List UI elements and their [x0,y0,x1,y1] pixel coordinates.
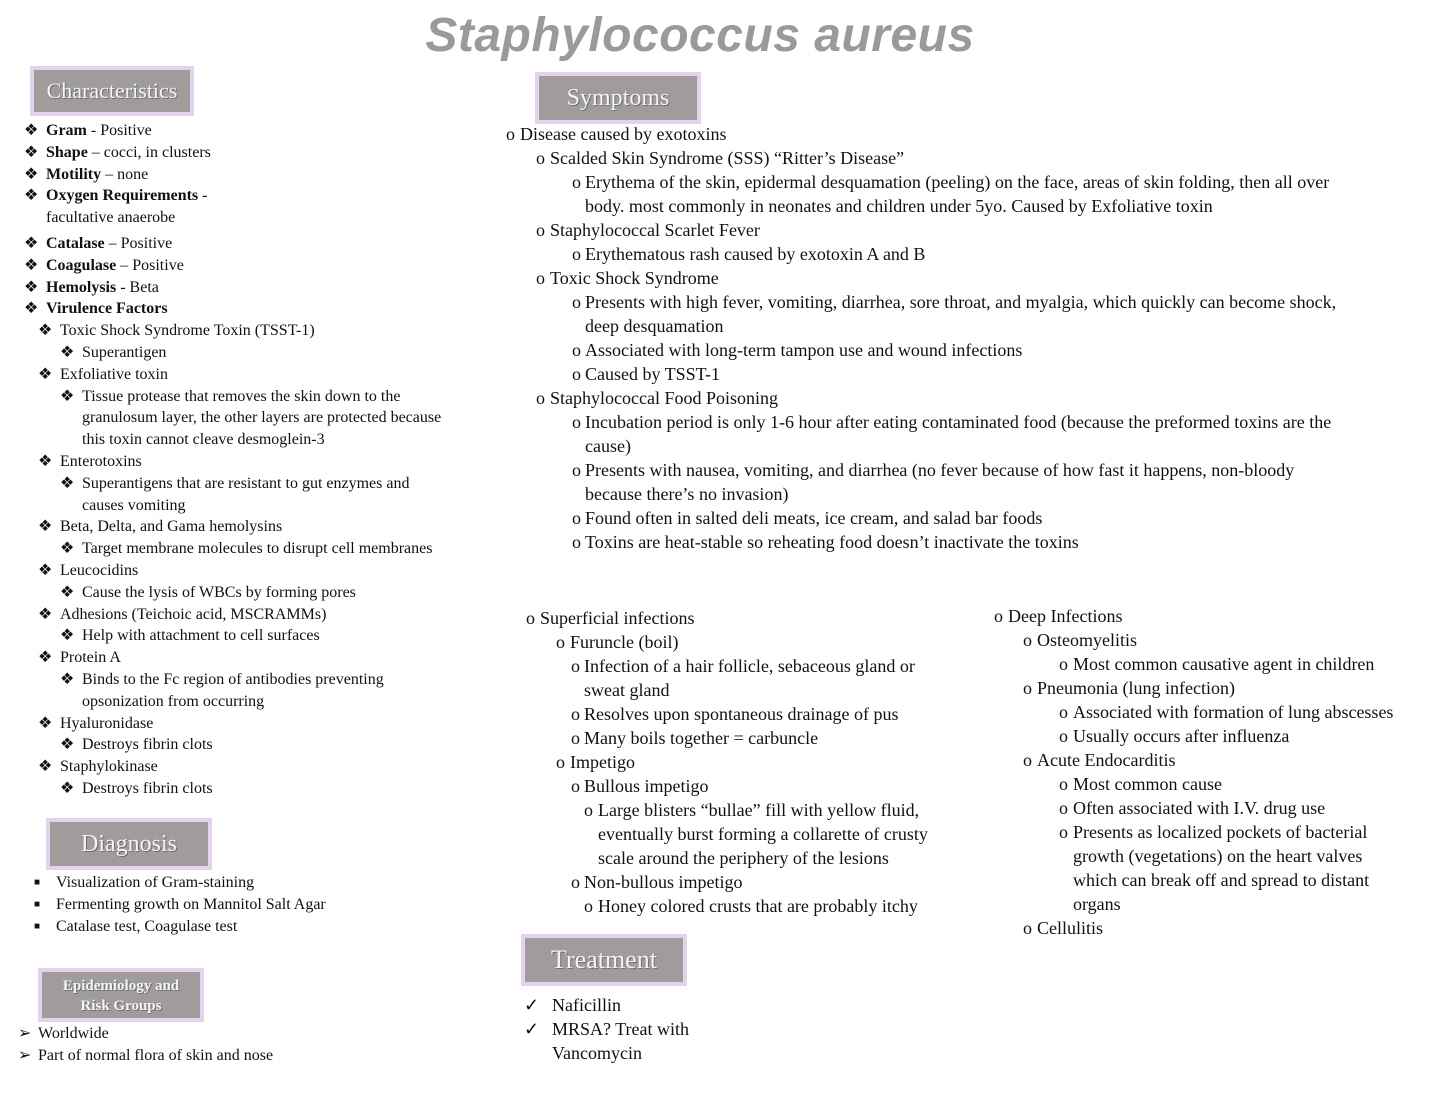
list-item-continuation: scale around the periphery of the lesions [598,848,889,868]
square-bullet-icon: ■ [34,920,41,932]
diamond-bullet-icon: ❖ [38,561,53,579]
list-item: o Scalded Skin Syndrome (SSS) “Ritter’s Disease” [536,148,905,168]
circle-bullet-icon: o [572,532,581,552]
circle-bullet-icon: o [1059,702,1068,722]
diamond-bullet-icon: ❖ [38,758,53,776]
diamond-bullet-icon: ❖ [60,627,75,645]
circle-bullet-icon: o [506,124,515,144]
diamond-bullet-icon: ❖ [38,365,53,383]
circle-bullet-icon: o [536,220,545,240]
diamond-bullet-icon: ❖ [60,474,75,492]
treatment-header [521,934,687,986]
list-item: ❖ Exfoliative toxin [38,364,518,386]
list-item: ❖ Help with attachment to cell surfaces [60,625,540,647]
list-item: ❖ Motility – none [24,164,504,186]
list-item-continuation: this toxin cannot cleave desmoglein-3 [82,431,325,449]
circle-bullet-icon: o [556,752,565,772]
list-item: ✓ Naficillin [524,995,621,1015]
list-item: o Associated with formation of lung abscesses [1059,702,1394,722]
list-item-continuation: growth (vegetations) on the heart valves [1073,846,1363,866]
circle-bullet-icon: o [1023,630,1032,650]
diamond-bullet-icon: ❖ [24,122,39,139]
list-item: o Often associated with I.V. drug use [1059,798,1326,818]
list-item: ❖ Tissue protease that removes the skin down to the [60,386,540,408]
diamond-bullet-icon: ❖ [24,278,39,296]
list-item: ❖ Binds to the Fc region of antibodies preventing [60,669,540,691]
circle-bullet-icon: o [556,632,565,652]
circle-bullet-icon: o [571,656,580,676]
list-item: ➢ Part of normal flora of skin and nose [18,1045,458,1067]
diamond-bullet-icon: ❖ [60,779,75,797]
page-title: Staphylococcus aureus [425,9,975,62]
list-item: ❖ Adhesions (Teichoic acid, MSCRAMMs) [38,604,518,626]
circle-bullet-icon: o [536,268,545,288]
checkmark-icon: ✓ [524,995,540,1015]
list-item: ❖ Superantigen [60,342,540,364]
list-item: ❖ Oxygen Requirements - [24,185,504,207]
circle-bullet-icon: o [526,608,535,628]
list-item: ❖ Staphylokinase [38,756,518,778]
list-item: o Impetigo [556,752,635,772]
list-item: o Incubation period is only 1-6 hour after eating contaminated food (because the preformed toxins are the [572,412,1332,432]
diamond-bullet-icon: ❖ [60,540,75,558]
list-item: o Non-bullous impetigo [571,872,743,892]
list-item: ❖ Destroys fibrin clots [60,778,540,800]
list-item-continuation: Vancomycin [552,1043,642,1063]
list-item: ❖ Hemolysis - Beta [24,277,504,299]
list-item: ❖ Coagulase – Positive [24,255,504,277]
circle-bullet-icon: o [572,412,581,432]
diamond-bullet-icon: ❖ [38,452,53,470]
list-item: ■ Visualization of Gram-staining [34,872,474,894]
treatment-list [524,993,784,1065]
list-item: ❖ Beta, Delta, and Gama hemolysins [38,516,518,538]
list-item-continuation: granulosum layer, the other layers are protected because [82,409,442,427]
diamond-bullet-icon: ❖ [38,518,53,536]
list-item: o Resolves upon spontaneous drainage of pus [571,704,899,724]
diamond-bullet-icon: ❖ [60,736,75,754]
diamond-bullet-icon: ❖ [24,187,39,205]
list-item: ❖ Shape – cocci, in clusters [24,142,504,164]
list-item: o Osteomyelitis [1023,630,1137,650]
circle-bullet-icon: o [1059,726,1068,746]
circle-bullet-icon: o [572,460,581,480]
list-item-continuation: organs [1073,894,1121,914]
epidemiology-header-label: Epidemiology and Risk Groups [62,978,180,1014]
circle-bullet-icon: o [536,388,545,408]
diamond-bullet-icon: ❖ [24,256,39,274]
circle-bullet-icon: o [571,704,580,724]
list-item: o Presents as localized pockets of bacterial [1059,822,1368,842]
circle-bullet-icon: o [572,292,581,312]
superficial-infections-list [526,606,986,918]
list-item: o Cellulitis [1023,918,1104,938]
list-item: ✓ MRSA? Treat with [524,1019,690,1039]
list-item: ❖ Destroys fibrin clots [60,734,540,756]
circle-bullet-icon: o [1059,774,1068,794]
list-item-continuation: cause) [585,436,631,456]
diamond-bullet-icon: ❖ [60,387,75,405]
list-item-continuation: causes vomiting [82,496,186,514]
list-item: o Found often in salted deli meats, ice cream, and salad bar foods [572,508,1043,528]
circle-bullet-icon: o [1023,678,1032,698]
square-bullet-icon: ■ [34,898,41,910]
list-item-continuation: eventually burst forming a collarette of crusty [598,824,928,844]
list-item: o Associated with long-term tampon use and wound infections [572,340,1023,360]
diagnosis-header [46,818,212,870]
list-item: ❖ Catalase – Positive [24,233,504,255]
circle-bullet-icon: o [536,148,545,168]
deep-infections-list [994,604,1434,940]
list-item: ■ Catalase test, Coagulase test [34,916,474,938]
circle-bullet-icon: o [584,896,593,916]
characteristics-list [24,120,504,800]
list-item-continuation: which can break off and spread to distant [1073,870,1370,890]
characteristics-header-label: Characteristics [46,78,178,103]
circle-bullet-icon: o [572,508,581,528]
epidemiology-header [38,968,204,1022]
list-item: ❖ Cause the lysis of WBCs by forming pores [60,582,540,604]
diamond-bullet-icon: ❖ [60,343,75,361]
list-item: o Furuncle (boil) [556,632,679,652]
list-item: o Staphylococcal Scarlet Fever [536,220,760,240]
list-item-continuation: facultative anaerobe [46,209,176,227]
diamond-bullet-icon: ❖ [24,165,39,183]
list-item: ❖ Hyaluronidase [38,713,518,735]
list-item: o Honey colored crusts that are probably itchy [584,896,918,916]
list-item-continuation: body. most commonly in neonates and children under 5yo. Caused by Exfoliative toxin [585,196,1213,216]
circle-bullet-icon: o [584,800,593,820]
circle-bullet-icon: o [1059,822,1068,842]
list-item: o Superficial infections [526,608,695,628]
symptoms-header-label: Symptoms [566,85,670,111]
list-item: ➢ Worldwide [18,1023,458,1045]
list-item: o Toxic Shock Syndrome [536,268,719,288]
list-item-continuation: opsonization from occurring [82,692,265,710]
list-item-continuation: sweat gland [584,680,670,700]
circle-bullet-icon: o [1059,654,1068,674]
diamond-bullet-icon: ❖ [38,649,53,667]
circle-bullet-icon: o [571,728,580,748]
list-item: o Presents with high fever, vomiting, diarrhea, sore throat, and myalgia, which quickly can become shock, [572,292,1337,312]
diamond-bullet-icon: ❖ [38,605,53,623]
circle-bullet-icon: o [1059,798,1068,818]
symptoms-header [535,72,701,124]
circle-bullet-icon: o [572,364,581,384]
diamond-bullet-icon: ❖ [60,670,75,688]
list-item: o Staphylococcal Food Poisoning [536,388,778,408]
circle-bullet-icon: o [572,172,581,192]
diamond-bullet-icon: ❖ [60,583,75,601]
list-item: ❖ Virulence Factors [24,298,504,320]
list-item: o Bullous impetigo [571,776,709,796]
list-item: ❖ Superantigens that are resistant to gut enzymes and [60,473,540,495]
list-item: o Toxins are heat-stable so reheating food doesn’t inactivate the toxins [572,532,1079,552]
list-item: o Disease caused by exotoxins [506,124,727,144]
diamond-bullet-icon: ❖ [38,322,53,340]
list-item: ❖ Toxic Shock Syndrome Toxin (TSST-1) [38,320,518,342]
circle-bullet-icon: o [572,340,581,360]
characteristics-header [30,66,194,116]
epidemiology-list [18,1023,458,1067]
list-item: ❖ Target membrane molecules to disrupt cell membranes [60,538,540,560]
circle-bullet-icon: o [1023,918,1032,938]
list-item: o Most common causative agent in children [1059,654,1375,674]
list-item: o Acute Endocarditis [1023,750,1176,770]
list-item: o Usually occurs after influenza [1059,726,1290,746]
list-item: o Infection of a hair follicle, sebaceous gland or [571,656,915,676]
list-item: o Many boils together = carbuncle [571,728,819,748]
circle-bullet-icon: o [994,606,1003,626]
arrow-bullet-icon: ➢ [18,1046,32,1064]
circle-bullet-icon: o [571,776,580,796]
diamond-bullet-icon: ❖ [24,143,39,161]
list-item: ❖ Protein A [38,647,518,669]
list-item: ■ Fermenting growth on Mannitol Salt Agar [34,894,474,916]
list-item: o Erythema of the skin, epidermal desquamation (peeling) on the face, areas of skin folding, then all over [572,172,1330,192]
diamond-bullet-icon: ❖ [24,234,39,252]
list-item: o Most common cause [1059,774,1222,794]
diamond-bullet-icon: ❖ [38,714,53,732]
circle-bullet-icon: o [571,872,580,892]
list-item: o Caused by TSST-1 [572,364,721,384]
list-item-continuation: deep desquamation [585,316,724,336]
list-item: o Deep Infections [994,606,1123,626]
list-item: o Presents with nausea, vomiting, and diarrhea (no fever because of how fast it happens, non-bloody [572,460,1295,480]
circle-bullet-icon: o [572,244,581,264]
treatment-header-label: Treatment [551,945,657,974]
checkmark-icon: ✓ [524,1019,540,1039]
list-item: ❖ Enterotoxins [38,451,518,473]
diagnosis-header-label: Diagnosis [81,831,177,857]
list-item: o Pneumonia (lung infection) [1023,678,1235,698]
diamond-bullet-icon: ❖ [24,300,39,318]
list-item-continuation: because there’s no invasion) [585,484,789,504]
arrow-bullet-icon: ➢ [18,1025,32,1042]
diagnosis-list [34,872,474,937]
circle-bullet-icon: o [1023,750,1032,770]
list-item: ❖ Leucocidins [38,560,518,582]
symptoms-list [506,122,1436,554]
list-item: ❖ Gram - Positive [24,120,504,142]
square-bullet-icon: ■ [34,877,41,888]
list-item: o Large blisters “bullae” fill with yellow fluid, [584,800,920,820]
list-item: o Erythematous rash caused by exotoxin A and B [572,244,926,264]
